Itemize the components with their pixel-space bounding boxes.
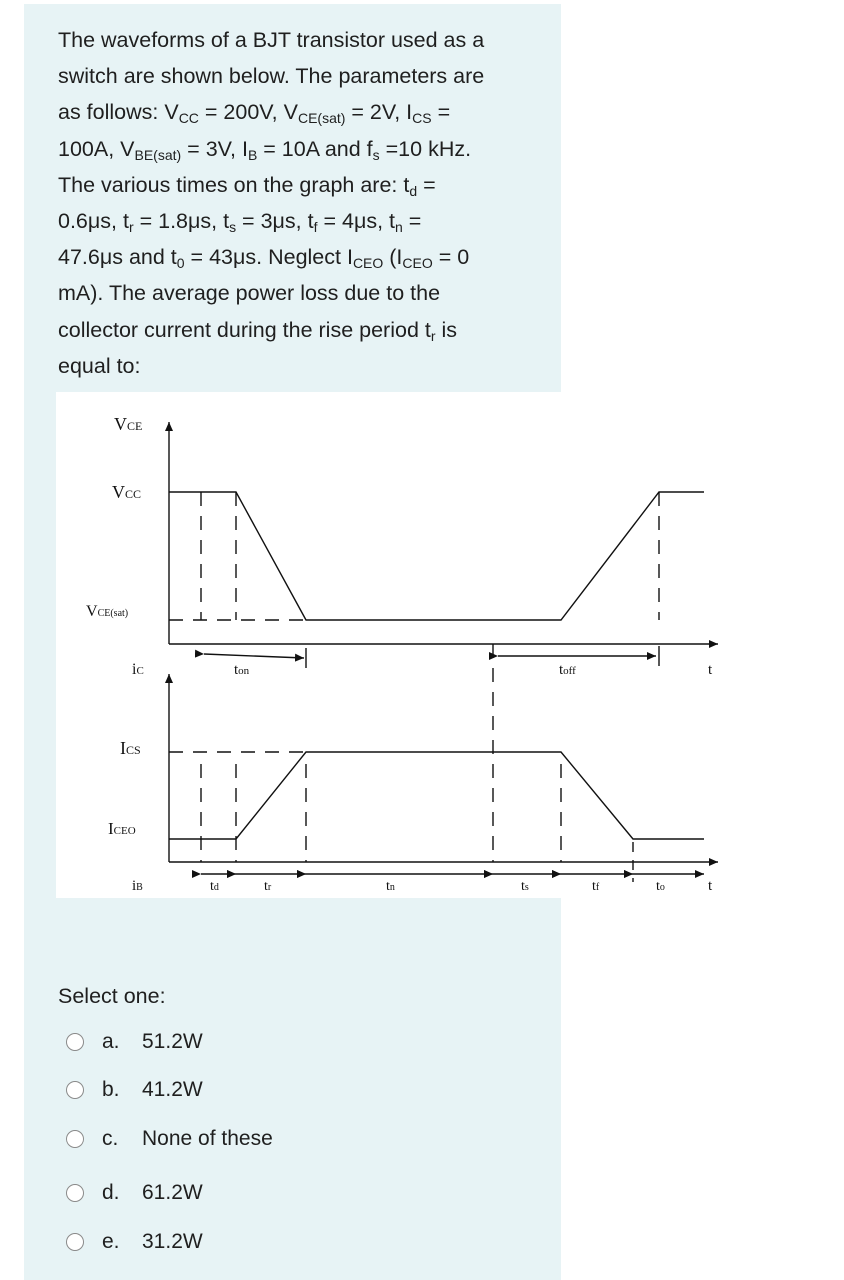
radio-icon[interactable]: [66, 1130, 84, 1148]
tr-label: tr: [264, 879, 272, 894]
ic-waveform: [169, 752, 704, 839]
iceo-label: ICEO: [108, 819, 136, 838]
question-line: switch are shown below. The parameters are: [58, 64, 485, 89]
to-label: to: [656, 879, 665, 894]
question-line: mA). The average power loss due to the: [58, 281, 441, 306]
ton-arrow: [204, 654, 304, 658]
question-line: 0.6μs, $t_r = 1.8\mu s$, $t_s = 3\mu s$, $t_f = 4\mu s$, $t_n$ =: [58, 209, 422, 236]
vcesat-label: VCE(sat): [86, 603, 129, 620]
option-letter: b.: [102, 1078, 120, 1101]
question-line: equal to:: [58, 353, 141, 378]
td-label: td: [210, 879, 219, 894]
t-axis-label-2: t: [708, 878, 713, 894]
tf-label: tf: [592, 879, 600, 894]
option-b[interactable]: [66, 1074, 203, 1106]
ts-label: ts: [521, 879, 529, 894]
waveform-figure: [56, 392, 728, 898]
vce-axis-label: VCE: [114, 414, 143, 434]
radio-icon[interactable]: [66, 1081, 84, 1099]
option-text: 61.2W: [142, 1181, 203, 1204]
question-line: The various times on the graph are: $t_d$ =: [58, 172, 436, 199]
option-letter: d.: [102, 1181, 120, 1204]
option-d[interactable]: [66, 1177, 203, 1209]
option-c[interactable]: [66, 1123, 273, 1155]
vce-waveform: [169, 492, 704, 620]
question-line: 47.6μs and $t_0 = 43\mu s$. Neglect $I_{CEO}$ ($I_{CEO} = 0$: [58, 245, 470, 272]
select-one-label: Select one:: [58, 984, 166, 1008]
option-text: 51.2W: [142, 1030, 203, 1053]
option-e[interactable]: [66, 1226, 203, 1258]
waveform-diagram: [56, 392, 728, 898]
question-line: 100A, $V_{BE(sat)} = 3V$, $I_B = 10A$ and $f_s =10$ kHz.: [58, 136, 472, 163]
ib-axis-label: iB: [132, 878, 143, 894]
question-line: The waveforms of a BJT transistor used as a: [58, 28, 485, 52]
option-letter: e.: [102, 1230, 120, 1253]
vcc-label: VCC: [112, 482, 142, 502]
radio-icon[interactable]: [66, 1033, 84, 1051]
option-text: None of these: [142, 1127, 273, 1150]
tn-label: tn: [386, 879, 395, 894]
t-axis-label: t: [708, 662, 713, 678]
radio-icon[interactable]: [66, 1233, 84, 1251]
option-text: 31.2W: [142, 1230, 203, 1253]
question-text: [58, 22, 548, 384]
ics-label: ICS: [120, 738, 141, 758]
option-letter: a.: [102, 1030, 120, 1053]
option-a[interactable]: [66, 1026, 203, 1058]
option-letter: c.: [102, 1127, 119, 1150]
option-text: 41.2W: [142, 1078, 203, 1101]
question-line: as follows: $V_{CC} = 200V$, $V_{CE(sat)} = 2V$, $I_{CS}$ =: [58, 100, 451, 127]
radio-icon[interactable]: [66, 1184, 84, 1202]
question-line: collector current during the rise period $t_r$ is: [58, 317, 458, 344]
ic-axis-label: iC: [132, 661, 144, 678]
toff-label: toff: [559, 662, 576, 678]
ton-label: ton: [234, 662, 250, 678]
